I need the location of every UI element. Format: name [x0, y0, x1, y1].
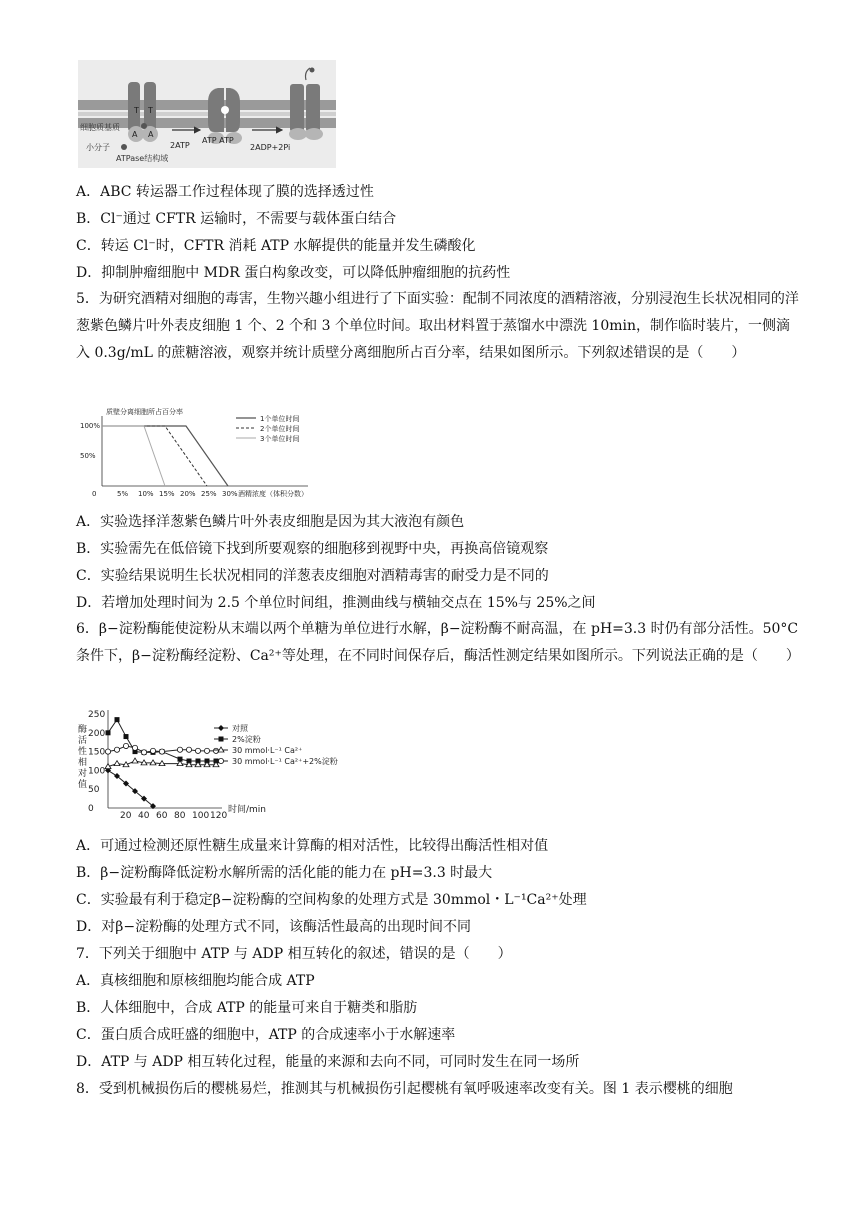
chart2-ylabel-char: 酶 [78, 725, 88, 735]
chart2-point [115, 717, 120, 722]
chart2-point [159, 749, 164, 754]
chart2-point [218, 758, 223, 763]
q4-option-d: D．抑制肿瘤细胞中 MDR 蛋白构象改变，可以降低肿瘤细胞的抗药性 [76, 265, 511, 281]
chart1-x-tick: 20% [180, 490, 196, 498]
chart1-series-line [102, 426, 165, 486]
chart1-legend-label: 1个单位时间 [260, 415, 300, 423]
chart1-x-tick: 30% [222, 490, 238, 498]
q6-option-a: A．可通过检测还原性糖生成量来计算酶的相对活性，比较得出酶活性相对值 [76, 838, 549, 854]
label-2atp: 2ATP [170, 141, 190, 150]
chart1-y-tick: 50% [80, 452, 96, 460]
q5-option-b: B．实验需先在低倍镜下找到所要观察的细胞移到视野中央，再换高倍镜观察 [76, 541, 549, 557]
q7-option-b: B．人体细胞中，合成 ATP 的能量可来自于糖类和脂肪 [76, 1000, 418, 1016]
chart2-ylabel-char: 对 [78, 769, 88, 779]
chart2-legend-label: 对照 [232, 724, 248, 733]
chart2-x-tick: 80 [174, 811, 186, 821]
chart2-ylabel-char: 相 [78, 758, 88, 768]
chart2-point [177, 747, 182, 752]
chart2-point [150, 748, 155, 753]
label-adp-pi: 2ADP+2Pi [250, 143, 291, 152]
abc-transporter-figure [78, 60, 336, 168]
chart2-point [132, 758, 138, 763]
q7-option-c: C．蛋白质合成旺盛的细胞中，ATP 的合成速率小于水解速率 [76, 1027, 456, 1043]
chart2-point [204, 748, 209, 753]
plasmolysis-chart [78, 402, 348, 502]
q5-option-d: D．若增加处理时间为 2.5 个单位时间组，推测曲线与横轴交点在 15%与 25%之间 [76, 595, 596, 611]
chart1-x-tick: 15% [159, 490, 175, 498]
chart2-point [186, 747, 191, 752]
chart2-point [106, 730, 111, 735]
chart2-legend-label: 30 mmol·L⁻¹ Ca²⁺ [232, 746, 303, 755]
chart1-x-tick: 5% [117, 490, 129, 498]
chart1-y-tick: 100% [80, 422, 101, 430]
chart2-point [105, 749, 110, 754]
chart2-x-tick: 20 [120, 811, 132, 821]
chart2-y-tick: 0 [88, 804, 94, 814]
chart2-y-tick: 100 [88, 766, 106, 777]
chart2-point [114, 761, 120, 766]
chart2-y-tick: 50 [88, 785, 100, 796]
chart2-ylabel-char: 活 [78, 736, 88, 746]
chart1-legend-label: 2个单位时间 [260, 425, 300, 433]
chart2-point [132, 745, 137, 750]
label-atpase: ATPase结构域 [116, 154, 169, 163]
chart2-point [195, 748, 200, 753]
q7-option-a: A．真核细胞和原核细胞均能合成 ATP [76, 973, 315, 989]
enzyme-activity-chart [78, 702, 378, 822]
label-t1: T [134, 106, 139, 115]
chart2-point [219, 737, 224, 742]
chart1-series-line [102, 426, 228, 486]
q5-option-c: C．实验结果说明生长状况相同的洋葱表皮细胞对酒精毒害的耐受力是不同的 [76, 568, 549, 584]
chart2-xlabel: 时间/min [228, 805, 267, 815]
chart2-series-line [108, 720, 216, 761]
q6-option-c: C．实验最有利于稳定β−淀粉酶的空间构象的处理方式是 30mmol・L⁻¹Ca²⁺处理 [76, 892, 587, 908]
chart2-x-tick: 120 [210, 811, 228, 821]
chart2-legend-label: 2%淀粉 [232, 735, 261, 744]
chart2-point [213, 748, 218, 753]
chart2-point [141, 750, 146, 755]
chart2-point [114, 747, 119, 752]
chart2-legend-label: 30 mmol·L⁻¹ Ca²⁺+2%淀粉 [232, 757, 338, 766]
chart2-x-tick: 60 [156, 811, 168, 821]
label-small-molecule: 小分子 [86, 143, 110, 152]
chart2-x-tick: 40 [138, 811, 150, 821]
q4-option-a: A．ABC 转运器工作过程体现了膜的选择透过性 [76, 184, 374, 200]
chart2-y-tick: 250 [88, 710, 106, 720]
chart1-x-tick: 10% [138, 490, 154, 498]
label-atp-atp: ATP ATP [202, 136, 234, 145]
chart2-x-tick: 100 [192, 811, 210, 821]
chart2-ylabel-char: 性 [78, 747, 88, 757]
q8-stem: 8．受到机械损伤后的樱桃易烂，推测其与机械损伤引起樱桃有氧呼吸速率改变有关。图 1 表示樱桃的细胞 [76, 1081, 733, 1097]
chart1-legend-label: 3个单位时间 [260, 435, 300, 443]
q4-option-c: C．转运 Cl⁻时，CFTR 消耗 ATP 水解提供的能量并发生磷酸化 [76, 238, 476, 254]
label-t2: T [148, 106, 153, 115]
chart2-point [123, 743, 128, 748]
chart1-ylabel: 质壁分离细胞所占百分率 [106, 408, 183, 416]
q6-option-d: D．对β−淀粉酶的处理方式不同，该酶活性最高的出现时间不同 [76, 919, 472, 935]
label-a1: A [132, 130, 138, 139]
chart2-point [218, 725, 224, 731]
q6-stem: 6．β−淀粉酶能使淀粉从末端以两个单糖为单位进行水解，β−淀粉酶不耐高温，在 pH=3.3 时仍有部分活性。50°C 条件下，β−淀粉酶经淀粉、Ca²⁺等处理，在不同时间保存后，酶活性测定结果如图所示。下列说法正确的是（ ） [76, 621, 800, 664]
chart1-x-tick: 0 [92, 490, 97, 498]
q4-option-b: B．Cl⁻通过 CFTR 运输时，不需要与载体蛋白结合 [76, 211, 397, 227]
q5-option-a: A．实验选择洋葱紫色鳞片叶外表皮细胞是因为其大液泡有颜色 [76, 514, 465, 530]
q7-stem: 7．下列关于细胞中 ATP 与 ADP 相互转化的叙述，错误的是（ ） [76, 946, 512, 962]
q6-option-b: B．β−淀粉酶降低淀粉水解所需的活化能的能力在 pH=3.3 时最大 [76, 865, 493, 881]
chart1-xlabel: 酒精浓度（体积分数） [238, 490, 308, 498]
q5-stem: 5．为研究酒精对细胞的毒害，生物兴趣小组进行了下面实验：配制不同浓度的酒精溶液，分别浸泡生长状况相同的洋葱紫色鳞片叶外表皮细胞 1 个、2 个和 3 个单位时间。取出材料置于蒸馏水中漂洗 10min，制作临时装片，一侧滴入 0.3g/mL 的蔗糖溶液，观察并统计质壁分离细胞所占百分率，结果如图所示。下列叙述错误的是（ ） [76, 291, 799, 361]
chart2-y-tick: 150 [88, 747, 106, 758]
q7-option-d: D．ATP 与 ADP 相互转化过程，能量的来源和去向不同，可同时发生在同一场所 [76, 1054, 580, 1070]
chart2-ylabel-char: 值 [78, 780, 88, 790]
chart2-point [124, 734, 129, 739]
chart2-y-tick: 200 [88, 728, 106, 739]
label-a2: A [148, 130, 154, 139]
label-cytoplasm: 细胞质基质 [80, 123, 120, 132]
chart1-x-tick: 25% [201, 490, 217, 498]
